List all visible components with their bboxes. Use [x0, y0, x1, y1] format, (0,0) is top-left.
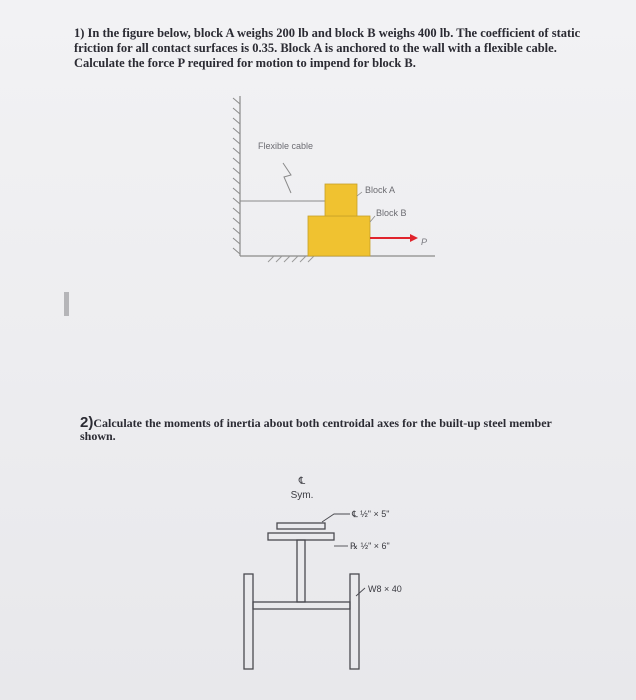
question-1-text: 1) In the figure below, block A weighs 200 lb and block B weighs 400 lb. The coefficient of static friction for all contact surfaces is 0.35. Block A is anchored to the wall with a flexible cable. Calculate the force P required for motion to impend for block B. — [74, 26, 581, 70]
question-2-number: 2) — [80, 414, 94, 431]
block-a-label: Block A — [365, 185, 396, 195]
beam-web — [253, 602, 350, 609]
plate1-leader — [322, 514, 350, 522]
beam-label: W8 × 40 — [368, 584, 402, 594]
horizontal-plate — [268, 533, 334, 540]
plate2-label: ℞ ½" × 6" — [350, 541, 390, 551]
beam-leader — [356, 588, 365, 596]
centerline-symbol: ℄ — [298, 476, 306, 487]
cable-label: Flexible cable — [258, 141, 314, 151]
beam-left-flange — [244, 574, 253, 669]
question-2-body: Calculate the moments of inertia about both centroidal axes for the built-up steel member shown. — [80, 416, 552, 443]
force-label: P — [421, 237, 428, 247]
sym-label: Sym. — [290, 490, 314, 501]
block-b-label: Block B — [376, 208, 407, 218]
built-up-section — [244, 523, 359, 669]
beam-right-flange — [350, 574, 359, 669]
web-plate — [297, 540, 305, 602]
top-plate — [277, 523, 325, 529]
plate1-label: ℄ ½" × 5" — [352, 509, 390, 519]
